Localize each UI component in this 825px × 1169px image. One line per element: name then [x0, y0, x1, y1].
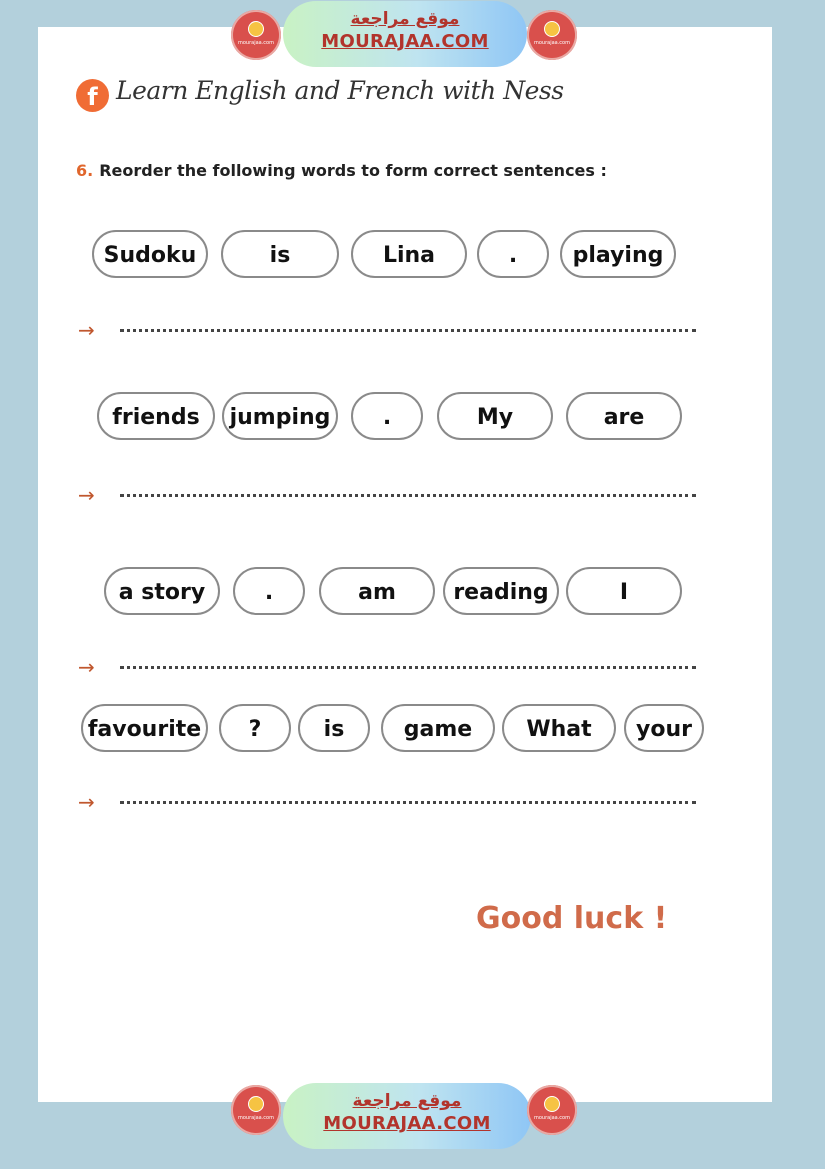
word-box: game — [381, 704, 495, 752]
word-box: ? — [219, 704, 291, 752]
word-box: am — [319, 567, 435, 615]
word-box: are — [566, 392, 682, 440]
word-box: a story — [104, 567, 220, 615]
word-box: . — [233, 567, 305, 615]
word-row-4 — [0, 704, 825, 760]
site-name-arabic[interactable]: موقع مراجعة — [350, 9, 460, 29]
site-logo-icon[interactable]: mourajaa.com — [527, 1085, 577, 1135]
word-row-3 — [0, 567, 825, 623]
answer-line-1[interactable] — [78, 318, 698, 342]
word-box: reading — [443, 567, 559, 615]
word-box: friends — [97, 392, 215, 440]
word-row-1 — [0, 230, 825, 286]
answer-line-4[interactable] — [78, 790, 698, 814]
exercise-instruction — [76, 161, 607, 180]
arrow-icon: → — [78, 483, 95, 507]
answer-line-2[interactable] — [78, 483, 698, 507]
answer-line-3[interactable] — [78, 655, 698, 679]
site-logo-icon[interactable]: mourajaa.com — [231, 10, 281, 60]
site-logo-icon[interactable]: mourajaa.com — [231, 1085, 281, 1135]
facebook-icon: f — [76, 79, 109, 112]
top-banner — [0, 0, 825, 70]
arrow-icon: → — [78, 790, 95, 814]
word-box: . — [477, 230, 549, 278]
word-box: I — [566, 567, 682, 615]
word-box: your — [624, 704, 704, 752]
arrow-icon: → — [78, 655, 95, 679]
good-luck-text: Good luck ! — [476, 901, 668, 936]
page-header-title: Learn English and French with Ness — [116, 76, 564, 105]
word-box: . — [351, 392, 423, 440]
site-banner-link[interactable] — [283, 1, 527, 67]
site-url[interactable]: MOURAJAA.COM — [321, 31, 489, 52]
word-box: Sudoku — [92, 230, 208, 278]
word-box: is — [298, 704, 370, 752]
word-box: favourite — [81, 704, 208, 752]
exercise-number: 6. — [76, 161, 94, 180]
word-row-2 — [0, 392, 825, 448]
instruction-text: Reorder the following words to form correct sentences : — [99, 161, 607, 180]
word-box: is — [221, 230, 339, 278]
word-box: jumping — [222, 392, 338, 440]
bottom-banner — [0, 1082, 825, 1152]
site-banner-link[interactable] — [283, 1083, 531, 1149]
word-box: Lina — [351, 230, 467, 278]
worksheet-page — [38, 27, 772, 1102]
word-box: What — [502, 704, 616, 752]
word-box: playing — [560, 230, 676, 278]
site-name-arabic[interactable]: موقع مراجعة — [352, 1091, 462, 1111]
word-box: My — [437, 392, 553, 440]
arrow-icon: → — [78, 318, 95, 342]
site-url[interactable]: MOURAJAA.COM — [323, 1113, 491, 1134]
site-logo-icon[interactable]: mourajaa.com — [527, 10, 577, 60]
